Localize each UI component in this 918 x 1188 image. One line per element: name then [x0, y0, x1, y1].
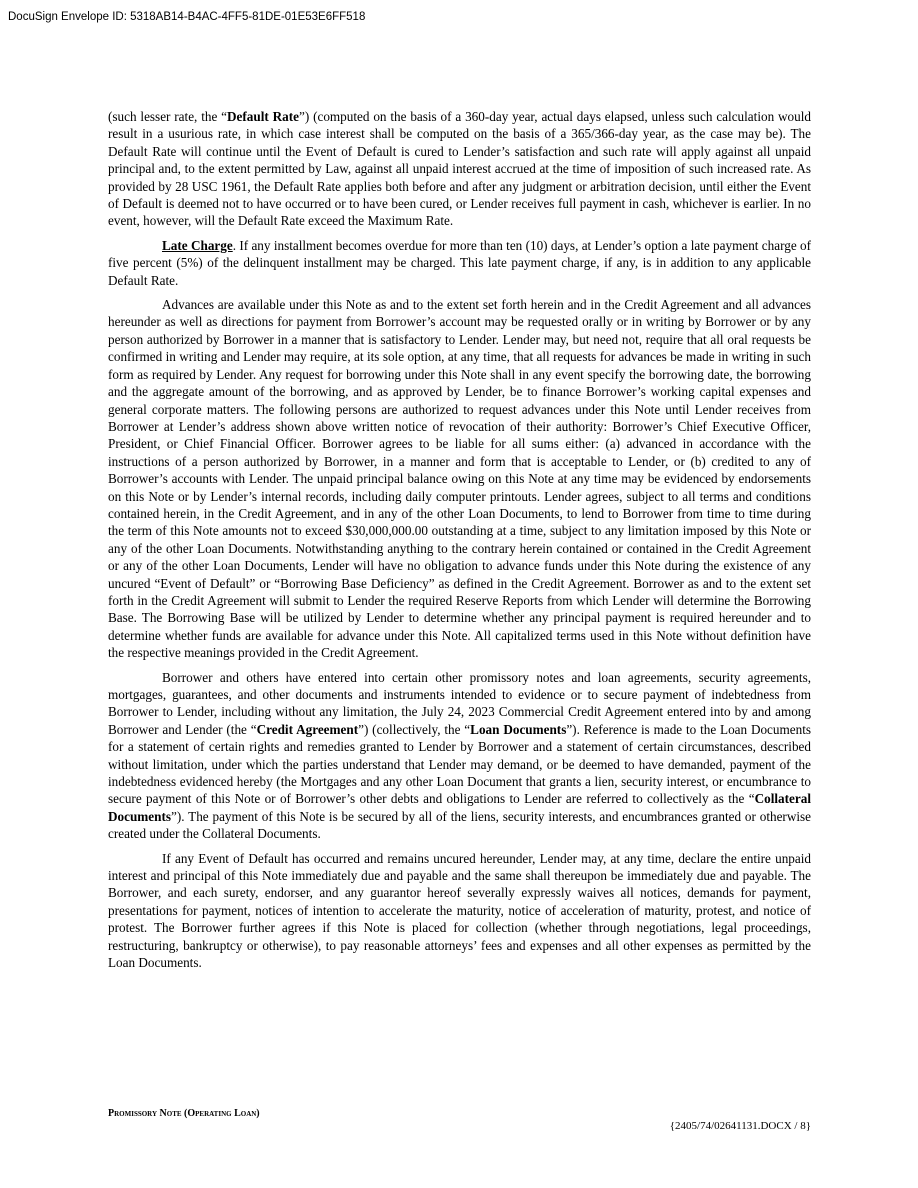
paragraph-event-of-default: If any Event of Default has occurred and remains uncured hereunder, Lender may, at any time, declare the entire unpaid interest and principal of this Note immediately due and payable and the same shall thereupon be immediately due and payable. The Borrower, and each surety, endorser, and any guarantor hereof severally expressly waives all notices, demands for payment, presentations for payment, notices of intention to accelerate the maturity, notice of acceleration of maturity, protest, and notice of protest. The Borrower further agrees if this Note is placed for collection (whether through negotiations, legal proceedings, restructuring, bankruptcy or otherwise), to pay reasonable attorneys’ fees and expenses and all other expenses as permitted by the Loan Documents. — [108, 850, 811, 971]
footer-document-id: {2405/74/02641131.DOCX / 8} — [669, 1120, 811, 1132]
text-run: Borrower and others have entered into certain other promissory notes and loan agreements, security agreements, mortgages, guarantees, and other documents and instruments intended to evidence or to secure payment of indebtedness from Borrower to Lender, including without any limitation, the July 24, 2023 Commercial Credit Agreement entered into by and among Borrower and Lender (the “ — [108, 669, 811, 737]
text-run: (such lesser rate, the “ — [108, 109, 228, 124]
text-run: ”) (computed on the basis of a 360-day year, actual days elapsed, unless such calculation would result in a usurious rate, in which case interest shall be computed on the basis of a 365/366-day year, as the case may be). The Default Rate will continue until the Event of Default is cured to Lender’s satisfaction and such rate will apply against all unpaid principal and, to the extent permitted by Law, against all unpaid interest accrued at the time of imposition of such increased rate. As provided by 28 USC 1961, the Default Rate applies both before and after any judgment or arbitration decision, until either the Event of Default is deemed not to have occurred or to have been cured, or Lender receives full payment in cash, whichever is earlier. In no event, however, will the Default Rate exceed the Maximum Rate. — [108, 109, 811, 229]
text-run: ”) (collectively, the “ — [358, 721, 471, 737]
text-run: ”). Reference is made to the Loan Documents for a statement of certain rights and remedies granted to Lender by Borrower and a statement of certain circumstances, described without limitation, under which the parties understand that Lender may demand, or be deemed to have demanded, payment of the indebtedness evidenced hereby (the Mortgages and any other Loan Document that grants a lien, security interest, or encumbrance to secure payment of this Note or of Borrower’s other debts and obligations to Lender are referred to collectively as the “ — [108, 721, 812, 807]
defined-term-loan-documents: Loan Documents — [470, 721, 567, 737]
paragraph-default-rate — [108, 108, 811, 230]
defined-term-default-rate: Default Rate — [227, 109, 299, 124]
document-body — [108, 108, 811, 979]
text-run: . If any installment becomes overdue for more than ten (10) days, at Lender’s option a late payment charge of five percent (5%) of the delinquent installment may be charged. This late payment charge, if any, is in addition to any applicable Default Rate. — [108, 237, 811, 288]
defined-term-collateral-documents: Collateral Documents — [108, 791, 811, 824]
text-run: ”). The payment of this Note is be secured by all of the liens, security interests, and encumbrances granted or otherwise created under the Collateral Documents. — [108, 808, 811, 842]
docusign-envelope-id: DocuSign Envelope ID: 5318AB14-B4AC-4FF5-81DE-01E53E6FF518 — [8, 11, 366, 23]
paragraph-late-charge — [108, 237, 811, 289]
late-charge-heading: Late Charge — [162, 237, 233, 253]
defined-term-credit-agreement: Credit Agreement — [256, 721, 359, 737]
paragraph-loan-documents — [108, 669, 811, 843]
paragraph-advances: Advances are available under this Note as and to the extent set forth herein and in the Credit Agreement and all advances hereunder as well as directions for payment from Borrower’s account may be requested orally or in writing by Borrower or by any person authorized by Borrower in a manner that is satisfactory to Lender. Lender may, but need not, require that all oral requests be confirmed in writing and Lender may require, at its sole option, at any time, that all requests for advances be made in writing in such form as required by Lender. Any request for borrowing under this Note shall in any event specify the borrowing date, the borrowing and the aggregate amount of the borrowing, and as approved by Lender, be to finance Borrower’s working capital expenses and general corporate matters. The following persons are authorized to request advances under this Note until Lender receives from Borrower at Lender’s address shown above written notice of revocation of their authority: Borrower’s Chief Executive Officer, President, or Chief Financial Officer. Borrower agrees to be liable for all sums either: (a) advanced in accordance with the instructions of a person authorized by Borrower, in a manner and form that is acceptable to Lender, or (b) credited to any of Borrower’s accounts with Lender. The unpaid principal balance owing on this Note at any time may be evidenced by endorsements on this Note or by Lender’s internal records, including daily computer printouts. Lender agrees, subject to all terms and conditions contained herein, in the Credit Agreement, and in any of the other Loan Documents, to lend to Borrower from time to time during the term of this Note amounts not to exceed $30,000,000.00 outstanding at a time, subject to any limitation imposed by this Note or any of the other Loan Documents. Notwithstanding anything to the contrary herein contained or contained in the Credit Agreement or any of the other Loan Documents, Lender will have no obligation to advance funds under this Note during the existence of any uncured “Event of Default” or “Borrowing Base Deficiency” as defined in the Credit Agreement. Borrower as and to the extent set forth in the Credit Agreement will submit to Lender the required Reserve Reports from which Lender will determine the Borrowing Base. The Borrowing Base will be utilized by Lender to determine whether any principal payment is required hereunder and to determine whether funds are available for advance under this Note. All capitalized terms used in this Note without definition have the respective meanings provided in the Credit Agreement. — [108, 297, 811, 661]
footer-document-title: Promissory Note (Operating Loan) — [108, 1108, 260, 1119]
